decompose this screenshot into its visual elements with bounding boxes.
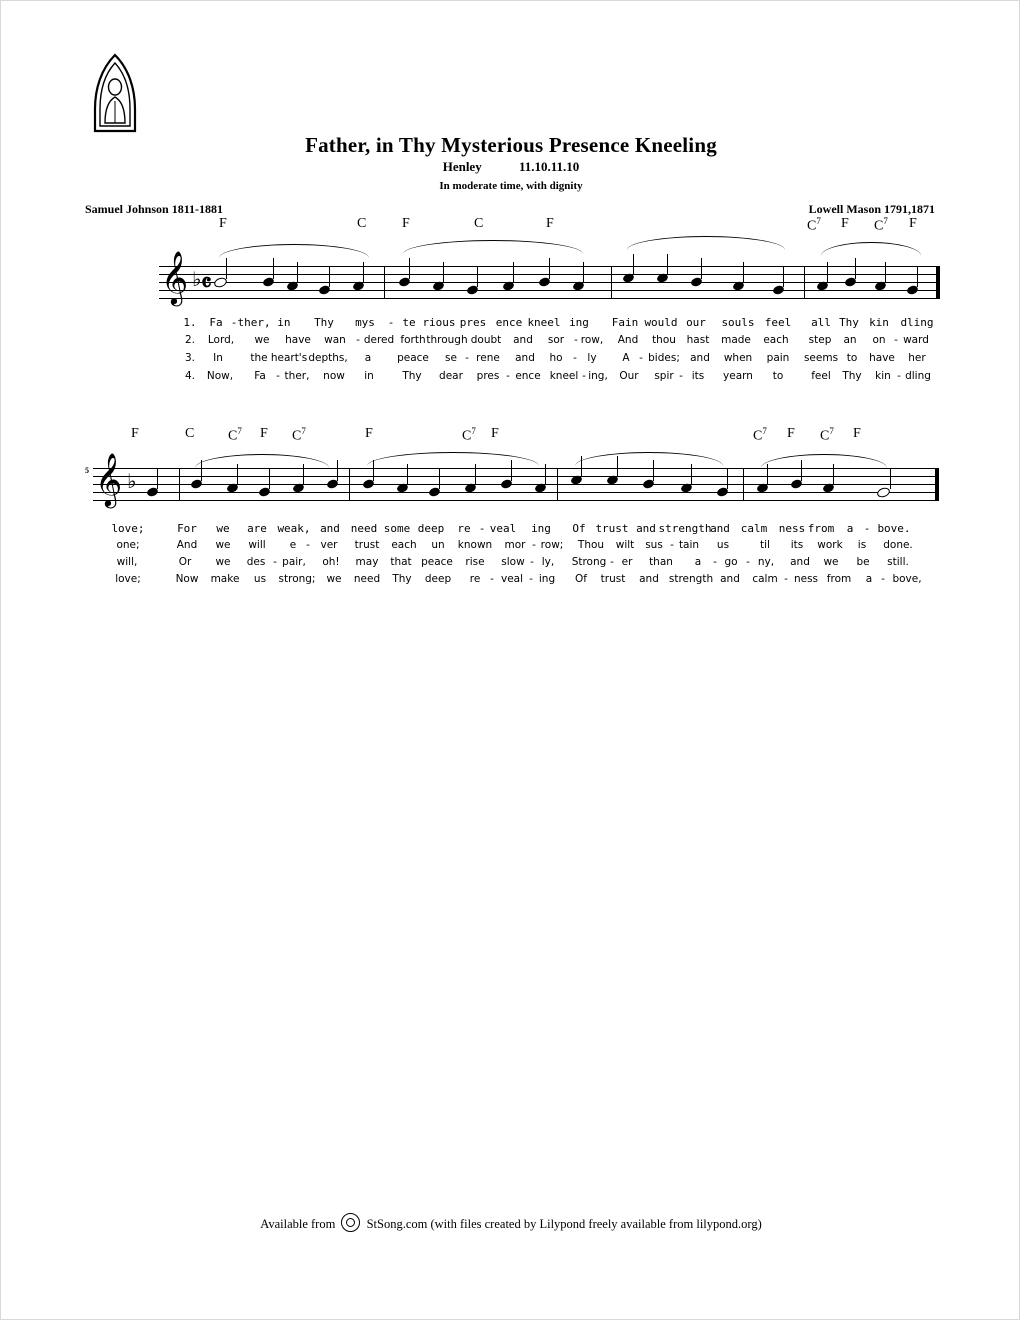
- lyric-syllable: wan: [324, 334, 346, 346]
- lyric-syllable: te: [402, 316, 416, 329]
- lyric-syllable: weak,: [277, 522, 311, 535]
- lyric-syllable: and: [515, 352, 535, 364]
- key-signature-flat-icon: ♭: [127, 469, 137, 493]
- lyric-syllable: -: [582, 370, 586, 382]
- lyric-syllable: -: [639, 352, 643, 364]
- lyric-syllable: Now,: [206, 370, 234, 382]
- lyric-syllable: kneel: [527, 316, 561, 329]
- verse-number: 3.: [184, 352, 196, 364]
- lyric-syllable: bides;: [648, 352, 680, 364]
- staff-2: [1, 448, 1020, 508]
- lyric-syllable: in: [364, 370, 374, 382]
- lyric-syllable: its: [790, 539, 804, 551]
- slur: [367, 452, 539, 466]
- lyric-syllable: kin: [875, 370, 891, 382]
- lyric-syllable: ly,: [541, 556, 555, 568]
- lyric-syllable: through: [426, 334, 468, 346]
- lyric-syllable: its: [691, 370, 705, 382]
- lyric-syllable: and: [710, 522, 730, 535]
- lyric-syllable: love;: [111, 522, 145, 535]
- lyric-syllable: -: [574, 334, 578, 346]
- lyric-syllable: ther,: [284, 370, 310, 382]
- treble-clef-icon: 𝄞: [95, 452, 123, 506]
- lyric-syllable: peace: [421, 556, 453, 568]
- lyric-syllable: some: [383, 522, 411, 535]
- lyric-syllable: -: [273, 556, 277, 568]
- lyric-syllable: and: [720, 573, 740, 585]
- lyric-syllable: ing: [569, 316, 589, 329]
- tempo-marking: In moderate time, with dignity: [439, 180, 583, 192]
- music-system-2: [1, 426, 1020, 585]
- lyric-syllable: now: [323, 370, 345, 382]
- lyric-syllable: feel: [811, 370, 831, 382]
- chord-symbol: $C^7$: [228, 426, 242, 444]
- lyric-syllable: Now: [175, 573, 199, 585]
- meter: 11.10.11.10: [518, 159, 580, 174]
- lyric-syllable: Lord,: [207, 334, 235, 346]
- lyric-syllable: Fa: [254, 370, 266, 382]
- lyric-syllable: ing,: [588, 370, 608, 382]
- lyric-syllable: still.: [887, 556, 909, 568]
- footer-prefix: Available from: [260, 1217, 336, 1231]
- chord-symbol: F: [491, 426, 499, 441]
- lyric-syllable: have: [869, 352, 895, 364]
- lyric-syllable: rious: [422, 316, 456, 329]
- lyric-syllable: when: [723, 352, 753, 364]
- lyric-syllable: Our: [619, 370, 639, 382]
- lyric-syllable: ence: [495, 316, 523, 329]
- lyric-syllable: may: [355, 556, 379, 568]
- lyric-syllable: slow: [501, 556, 525, 568]
- lyric-syllable: we: [215, 539, 231, 551]
- lyric-syllable: a: [865, 573, 873, 585]
- lyric-syllable: need: [350, 522, 378, 535]
- lyric-syllable: ly: [587, 352, 597, 364]
- lyric-syllable: -: [465, 352, 469, 364]
- lyric-syllable: pres: [476, 370, 500, 382]
- chord-symbol: F: [365, 426, 373, 441]
- lyric-syllable: -: [713, 556, 717, 568]
- lyric-syllable: and: [320, 522, 340, 535]
- lyric-syllable: And: [617, 334, 639, 346]
- lyric-syllable: heart's: [270, 352, 308, 364]
- lyric-syllable: mor: [504, 539, 526, 551]
- chord-symbol: F: [260, 426, 268, 441]
- lyric-syllable: us: [716, 539, 730, 551]
- lyric-line-verse-4: [1, 573, 1020, 587]
- lyric-syllable: calm: [740, 522, 768, 535]
- lyric-syllable: us: [253, 573, 267, 585]
- lyric-syllable: ver: [320, 539, 338, 551]
- lyric-syllable: -: [356, 334, 360, 346]
- lyric-syllable: strength: [658, 522, 712, 535]
- lyric-syllable: that: [390, 556, 412, 568]
- lyric-syllable: yearn: [723, 370, 753, 382]
- lyric-syllable: Of: [575, 573, 587, 585]
- lyric-line-verse-1: [1, 316, 1020, 330]
- lyric-syllable: -: [746, 556, 750, 568]
- lyric-syllable: -: [573, 352, 577, 364]
- lyric-syllable: veal: [500, 573, 524, 585]
- lyric-syllable: kneel: [549, 370, 579, 382]
- footer-site[interactable]: StSong.com (with files created by Lilypond freely available from lilypond.org): [366, 1217, 762, 1231]
- lyric-syllable: row,: [580, 334, 604, 346]
- chord-symbol: $C^7$: [753, 426, 767, 444]
- lyric-syllable: -: [230, 316, 238, 329]
- page-title: Father, in Thy Mysterious Presence Kneeling: [305, 133, 717, 157]
- time-signature-icon: 𝄴: [201, 268, 212, 297]
- lyric-syllable: ness: [793, 573, 819, 585]
- lyric-syllable: -: [478, 522, 486, 535]
- lyric-syllable: and: [639, 573, 659, 585]
- lyric-syllable: calm: [752, 573, 778, 585]
- lyric-syllable: Thy: [842, 370, 862, 382]
- slur: [195, 454, 329, 468]
- lyric-syllable: dered: [363, 334, 395, 346]
- slur: [219, 244, 369, 258]
- lyric-syllable: -: [490, 573, 494, 585]
- lyric-syllable: row;: [540, 539, 564, 551]
- verse-number: 1.: [183, 316, 197, 329]
- lyric-syllable: In: [213, 352, 223, 364]
- lyric-syllable: des: [246, 556, 266, 568]
- lyric-syllable: dling: [900, 316, 934, 329]
- lyric-syllable: trust: [595, 522, 629, 535]
- footer: [1, 1209, 1020, 1232]
- lyric-syllable: make: [210, 573, 240, 585]
- lyric-syllable: hast: [686, 334, 710, 346]
- lyric-syllable: need: [353, 573, 381, 585]
- lyric-syllable: each: [763, 334, 789, 346]
- lyric-syllable: from: [826, 573, 852, 585]
- lyric-syllable: step: [808, 334, 832, 346]
- lyric-syllable: -: [387, 316, 395, 329]
- tune-meter-row: [1, 159, 1020, 175]
- lyric-line-verse-2: [1, 334, 1020, 348]
- chord-symbol: F: [909, 216, 917, 231]
- lyric-syllable: all: [811, 316, 831, 329]
- lyric-syllable: and: [636, 522, 656, 535]
- lyric-syllable: rene: [476, 352, 500, 364]
- lyric-syllable: depths,: [308, 352, 348, 364]
- lyric-syllable: would: [644, 316, 678, 329]
- lyric-syllable: oh!: [322, 556, 340, 568]
- lyric-syllable: Strong: [571, 556, 607, 568]
- lyric-syllable: made: [721, 334, 751, 346]
- chord-row-1: [1, 216, 1020, 238]
- key-signature-flat-icon: ♭: [192, 267, 202, 291]
- lyric-syllable: ness: [778, 522, 806, 535]
- lyric-syllable: will: [248, 539, 266, 551]
- lyric-syllable: pain: [766, 352, 790, 364]
- lyric-syllable: her: [908, 352, 926, 364]
- lyric-syllable: kin: [869, 316, 889, 329]
- lyric-syllable: sor: [547, 334, 565, 346]
- lyric-syllable: love;: [115, 573, 141, 585]
- lyric-syllable: a: [846, 522, 854, 535]
- chord-symbol: F: [853, 426, 861, 441]
- chord-symbol: C: [357, 216, 367, 231]
- lyric-syllable: A: [622, 352, 630, 364]
- lyric-syllable: than: [649, 556, 673, 568]
- lyric-syllable: seems: [803, 352, 839, 364]
- lyric-syllable: from: [807, 522, 835, 535]
- lyric-syllable: the: [250, 352, 268, 364]
- lyric-syllable: peace: [397, 352, 429, 364]
- lyric-syllable: -: [276, 370, 280, 382]
- lyric-syllable: Thy: [392, 573, 412, 585]
- lyric-syllable: work: [817, 539, 843, 551]
- music-system-1: [1, 216, 1020, 386]
- lyric-syllable: trust: [600, 573, 626, 585]
- lyric-syllable: forth: [400, 334, 426, 346]
- lyric-syllable: spir: [654, 370, 674, 382]
- chord-symbol: F: [131, 426, 139, 441]
- chord-symbol: F: [219, 216, 227, 231]
- lyric-syllable: pres: [459, 316, 487, 329]
- lyric-syllable: Of: [572, 522, 586, 535]
- lyric-syllable: and: [690, 352, 710, 364]
- stsong-badge-icon: [341, 1213, 360, 1232]
- lyric-syllable: rise: [465, 556, 485, 568]
- lyric-syllable: Thy: [402, 370, 422, 382]
- lyric-line-verse-4: [1, 370, 1020, 384]
- lyric-syllable: feel: [764, 316, 792, 329]
- chord-symbol: C: [474, 216, 484, 231]
- lyric-syllable: Thou: [577, 539, 605, 551]
- lyric-syllable: re: [457, 522, 471, 535]
- chord-symbol: $C^7$: [292, 426, 306, 444]
- lyric-syllable: strong;: [278, 573, 316, 585]
- slur: [821, 242, 921, 256]
- lyric-syllable: -: [610, 556, 614, 568]
- chord-symbol: $C^7$: [874, 216, 888, 234]
- lyric-syllable: Or: [178, 556, 192, 568]
- lyric-syllable: er: [621, 556, 633, 568]
- composer-credit: Lowell Mason 1791,1871: [808, 202, 935, 216]
- lyric-syllable: each: [391, 539, 417, 551]
- slur: [761, 454, 887, 468]
- lyric-syllable: dear: [439, 370, 463, 382]
- treble-clef-icon: 𝄞: [161, 250, 189, 304]
- system-number: 5: [85, 466, 89, 475]
- lyric-syllable: -: [506, 370, 510, 382]
- lyric-syllable: thou: [652, 334, 676, 346]
- lyric-syllable: Fain: [611, 316, 639, 329]
- chord-symbol: $C^7$: [820, 426, 834, 444]
- lyric-syllable: And: [176, 539, 198, 551]
- slur: [575, 452, 723, 466]
- slur: [403, 240, 583, 254]
- lyric-syllable: to: [772, 370, 784, 382]
- lyric-syllable: ing: [538, 573, 556, 585]
- lyric-syllable: bove,: [892, 573, 922, 585]
- lyric-syllable: we: [215, 556, 231, 568]
- lyric-syllable: deep: [417, 522, 445, 535]
- tune-name: Henley: [442, 159, 482, 174]
- poet-credit: Samuel Johnson 1811-1881: [85, 202, 224, 216]
- lyric-syllable: For: [177, 522, 197, 535]
- chord-symbol: F: [787, 426, 795, 441]
- lyric-syllable: ing: [531, 522, 551, 535]
- lyric-syllable: -: [532, 539, 536, 551]
- lyric-syllable: and: [513, 334, 533, 346]
- lyric-syllable: se: [445, 352, 457, 364]
- lyric-syllable: -: [894, 334, 898, 346]
- lyric-syllable: dling: [905, 370, 931, 382]
- chord-symbol: C: [185, 426, 195, 441]
- lyric-syllable: we: [216, 522, 230, 535]
- lyric-syllable: e: [289, 539, 297, 551]
- lyric-line-verse-2: [1, 539, 1020, 553]
- lyric-syllable: wilt: [615, 539, 635, 551]
- lyric-syllable: is: [857, 539, 867, 551]
- lyric-syllable: be: [856, 556, 870, 568]
- chord-symbol: $C^7$: [807, 216, 821, 234]
- lyric-syllable: Fa: [209, 316, 223, 329]
- lyric-syllable: known: [457, 539, 493, 551]
- lyric-syllable: a: [694, 556, 702, 568]
- chord-symbol: F: [402, 216, 410, 231]
- lyric-syllable: on: [872, 334, 886, 346]
- lyric-syllable: ward: [903, 334, 929, 346]
- lyric-syllable: ence: [515, 370, 541, 382]
- lyric-syllable: we: [823, 556, 839, 568]
- verse-number: 2.: [184, 334, 196, 346]
- lyric-syllable: bove.: [877, 522, 911, 535]
- chord-symbol: F: [841, 216, 849, 231]
- lyric-syllable: -: [897, 370, 901, 382]
- lyric-syllable: mys: [355, 316, 375, 329]
- lyric-syllable: re: [469, 573, 481, 585]
- slur: [627, 236, 785, 250]
- lyric-syllable: an: [843, 334, 857, 346]
- lyric-syllable: will,: [116, 556, 138, 568]
- lyric-syllable: one;: [116, 539, 140, 551]
- lyric-syllable: doubt: [470, 334, 502, 346]
- lyric-syllable: Thy: [314, 316, 334, 329]
- lyric-syllable: -: [679, 370, 683, 382]
- lyric-syllable: done.: [883, 539, 913, 551]
- lyric-line-verse-1: [1, 522, 1020, 536]
- lyric-syllable: -: [881, 573, 885, 585]
- lyric-syllable: -: [863, 522, 871, 535]
- lyric-syllable: deep: [424, 573, 452, 585]
- lyric-syllable: to: [846, 352, 858, 364]
- lyric-syllable: til: [760, 539, 770, 551]
- stsong-logo-icon: [89, 53, 141, 135]
- lyric-syllable: and: [790, 556, 810, 568]
- lyric-syllable: our: [686, 316, 706, 329]
- chord-row-2: [1, 426, 1020, 448]
- lyric-syllable: ther, in: [237, 316, 291, 329]
- lyric-syllable: strength: [668, 573, 714, 585]
- lyric-line-verse-3: [1, 556, 1020, 570]
- lyric-syllable: -: [306, 539, 310, 551]
- lyric-syllable: pair,: [282, 556, 306, 568]
- lyric-syllable: tain: [678, 539, 700, 551]
- lyric-syllable: have: [285, 334, 311, 346]
- lyric-syllable: we: [326, 573, 342, 585]
- lyric-syllable: Thy: [839, 316, 859, 329]
- lyric-syllable: we: [254, 334, 270, 346]
- lyric-syllable: ny,: [757, 556, 775, 568]
- lyric-syllable: souls: [721, 316, 755, 329]
- lyric-syllable: a: [364, 352, 372, 364]
- chord-symbol: $C^7$: [462, 426, 476, 444]
- lyric-syllable: -: [529, 573, 533, 585]
- lyric-syllable: trust: [354, 539, 380, 551]
- verse-number: 4.: [184, 370, 196, 382]
- lyric-syllable: go: [724, 556, 738, 568]
- lyric-syllable: -: [530, 556, 534, 568]
- lyric-line-verse-3: [1, 352, 1020, 366]
- lyric-syllable: veal: [489, 522, 517, 535]
- lyric-syllable: -: [784, 573, 788, 585]
- chord-symbol: F: [546, 216, 554, 231]
- lyric-syllable: un: [431, 539, 445, 551]
- lyric-syllable: sus: [645, 539, 663, 551]
- lyric-syllable: are: [247, 522, 267, 535]
- lyric-syllable: -: [670, 539, 674, 551]
- lyric-syllable: ho: [549, 352, 563, 364]
